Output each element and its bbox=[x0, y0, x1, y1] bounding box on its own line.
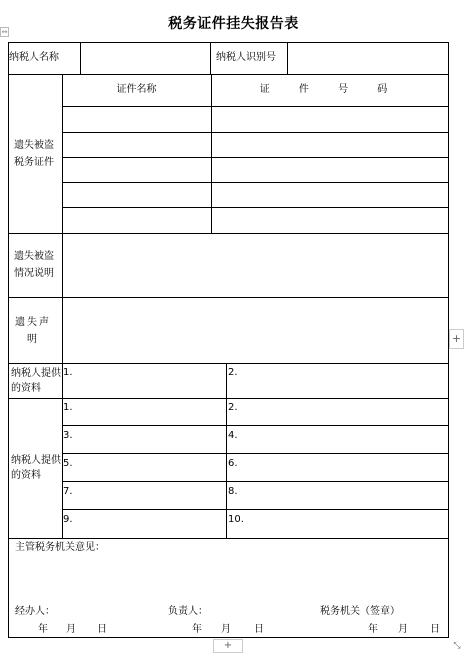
page-title: 税务证件挂失报告表 bbox=[168, 16, 299, 32]
date-month: 月 bbox=[221, 624, 231, 635]
row-divider bbox=[62, 207, 449, 208]
row-divider bbox=[8, 297, 449, 298]
materials-item: 5. bbox=[63, 458, 73, 469]
materials-item: 1. bbox=[63, 402, 73, 413]
resize-icon[interactable]: ⤡ bbox=[453, 641, 461, 651]
col-divider bbox=[211, 74, 212, 233]
date-year: 年 bbox=[368, 624, 378, 635]
materials-item: 10. bbox=[228, 514, 244, 525]
taxpayer-id-label: 纳税人识别号 bbox=[216, 52, 276, 63]
responsible-label: 负责人： bbox=[168, 606, 208, 617]
add-row-icon[interactable]: + bbox=[213, 639, 243, 653]
opinion-label: 主管税务机关意见： bbox=[15, 542, 105, 553]
date-month: 月 bbox=[66, 624, 76, 635]
materials-label: 纳税人提供的资料 bbox=[11, 368, 61, 394]
col-divider bbox=[287, 42, 288, 74]
row-divider bbox=[62, 157, 449, 158]
materials-item: 1. bbox=[63, 367, 73, 378]
row-divider bbox=[62, 509, 449, 510]
authority-label: 税务机关（签章） bbox=[320, 606, 400, 617]
materials-item: 2. bbox=[228, 367, 238, 378]
cert-section-label: 遗失被盗税务证件 bbox=[14, 140, 54, 168]
row-divider bbox=[62, 106, 449, 107]
row-divider bbox=[8, 538, 449, 539]
materials-item: 9. bbox=[63, 514, 73, 525]
col-divider bbox=[80, 42, 81, 74]
materials-item: 2. bbox=[228, 402, 238, 413]
row-divider bbox=[62, 182, 449, 183]
row-divider bbox=[62, 425, 449, 426]
date-year: 年 bbox=[192, 624, 202, 635]
date-day: 日 bbox=[97, 624, 107, 635]
materials-item: 8. bbox=[228, 486, 238, 497]
add-column-icon[interactable]: + bbox=[449, 329, 464, 349]
cert-number-header: 证 件 号 码 bbox=[259, 84, 401, 95]
declaration-label: 遗失声明 bbox=[15, 317, 51, 345]
materials-item: 4. bbox=[228, 430, 238, 441]
taxpayer-name-label: 纳税人名称 bbox=[9, 52, 59, 63]
col-divider bbox=[226, 363, 227, 538]
materials-item: 3. bbox=[63, 430, 73, 441]
row-divider bbox=[8, 398, 449, 399]
table-handle-icon[interactable]: ↔ bbox=[1, 28, 8, 36]
situation-label: 遗失被盗情况说明 bbox=[14, 251, 54, 279]
row-divider bbox=[62, 481, 449, 482]
date-day: 日 bbox=[430, 624, 440, 635]
materials-label: 纳税人提供的资料 bbox=[11, 455, 61, 481]
date-year: 年 bbox=[38, 624, 48, 635]
row-divider bbox=[8, 233, 449, 234]
materials-item: 7. bbox=[63, 486, 73, 497]
row-divider bbox=[8, 74, 449, 75]
date-month: 月 bbox=[398, 624, 408, 635]
handler-label: 经办人： bbox=[15, 606, 55, 617]
materials-item: 6. bbox=[228, 458, 238, 469]
row-divider bbox=[62, 132, 449, 133]
col-divider bbox=[210, 42, 211, 74]
date-day: 日 bbox=[254, 624, 264, 635]
row-divider bbox=[62, 453, 449, 454]
row-divider bbox=[8, 363, 449, 364]
cert-name-header: 证件名称 bbox=[116, 84, 157, 95]
